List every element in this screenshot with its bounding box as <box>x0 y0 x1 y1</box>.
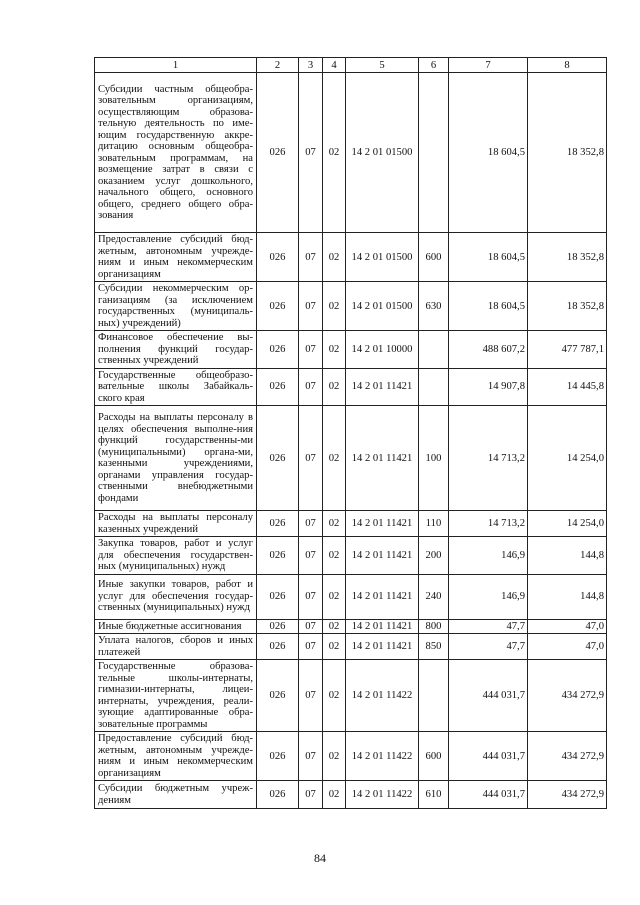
row-name-cell: Закупка товаров, работ и услуг для обеспечения государствен-ных (муниципальных) нужд <box>95 537 257 575</box>
row-name-cell: Государственные образова-тельные школы-интернаты, гимназии-интернаты, лицеи-интернаты, учреждения, реали-зующие адаптированные обра-зовательные программы <box>95 660 257 732</box>
row-ved-cell: 026 <box>257 233 299 282</box>
column-header-3: 3 <box>299 58 323 73</box>
row-name-cell: Предоставление субсидий бюд-жетным, автономным учрежде-ниям и иным некоммерческим организациям <box>95 233 257 282</box>
row-vr-cell <box>419 331 449 369</box>
row-ved-cell: 026 <box>257 781 299 809</box>
row-sum-2023-cell: 488 607,2 <box>449 331 528 369</box>
row-name-cell: Расходы на выплаты персоналу в целях обеспечения выполне-ния функций государственны-ми (муниципальными) органа-ми, казенными учреждениями, органами управления государ-ственными внебюджетными фондами <box>95 406 257 511</box>
row-rz-cell: 07 <box>299 732 323 781</box>
row-sum-2023-cell: 18 604,5 <box>449 282 528 331</box>
row-name-cell: Предоставление субсидий бюд-жетным, автономным учрежде-ниям и иным некоммерческим организациям <box>95 732 257 781</box>
table-row <box>95 781 607 809</box>
row-name-cell: Государственные общеобразо-вательные школы Забайкаль-ского края <box>95 368 257 406</box>
row-name-cell: Субсидии бюджетным учреж-дениям <box>95 781 257 809</box>
row-rz-cell: 07 <box>299 511 323 537</box>
row-pr-cell: 02 <box>323 619 346 634</box>
row-vr-cell: 240 <box>419 574 449 619</box>
row-pr-cell: 02 <box>323 511 346 537</box>
row-vr-cell: 600 <box>419 732 449 781</box>
row-vr-cell <box>419 660 449 732</box>
row-vr-cell: 110 <box>419 511 449 537</box>
row-sum-2024-cell: 14 254,0 <box>528 511 607 537</box>
row-ved-cell: 026 <box>257 406 299 511</box>
row-pr-cell: 02 <box>323 537 346 575</box>
row-pr-cell: 02 <box>323 634 346 660</box>
row-sum-2024-cell: 434 272,9 <box>528 781 607 809</box>
row-sum-2024-cell: 434 272,9 <box>528 660 607 732</box>
row-ved-cell: 026 <box>257 73 299 233</box>
row-pr-cell: 02 <box>323 282 346 331</box>
row-csr-cell: 14 2 01 11422 <box>346 660 419 732</box>
table-row <box>95 634 607 660</box>
column-header-2: 2 <box>257 58 299 73</box>
table-row <box>95 732 607 781</box>
row-ved-cell: 026 <box>257 282 299 331</box>
row-csr-cell: 14 2 01 11421 <box>346 634 419 660</box>
table-row <box>95 233 607 282</box>
column-header-7: 7 <box>449 58 528 73</box>
row-rz-cell: 07 <box>299 282 323 331</box>
row-rz-cell: 07 <box>299 406 323 511</box>
row-vr-cell: 610 <box>419 781 449 809</box>
row-sum-2024-cell: 14 254,0 <box>528 406 607 511</box>
row-sum-2023-cell: 444 031,7 <box>449 660 528 732</box>
row-pr-cell: 02 <box>323 331 346 369</box>
row-name-cell: Иные закупки товаров, работ и услуг для обеспечения государ-ственных (муниципальных) нужд <box>95 574 257 619</box>
table-row <box>95 331 607 369</box>
row-pr-cell: 02 <box>323 660 346 732</box>
row-sum-2024-cell: 18 352,8 <box>528 233 607 282</box>
row-vr-cell <box>419 368 449 406</box>
row-sum-2024-cell: 47,0 <box>528 619 607 634</box>
row-csr-cell: 14 2 01 11421 <box>346 619 419 634</box>
row-rz-cell: 07 <box>299 368 323 406</box>
column-header-4: 4 <box>323 58 346 73</box>
row-sum-2024-cell: 144,8 <box>528 537 607 575</box>
row-sum-2024-cell: 477 787,1 <box>528 331 607 369</box>
row-vr-cell: 100 <box>419 406 449 511</box>
row-rz-cell: 07 <box>299 574 323 619</box>
row-rz-cell: 07 <box>299 634 323 660</box>
row-csr-cell: 14 2 01 11422 <box>346 781 419 809</box>
row-ved-cell: 026 <box>257 634 299 660</box>
row-rz-cell: 07 <box>299 781 323 809</box>
table-row <box>95 73 607 233</box>
row-sum-2023-cell: 444 031,7 <box>449 781 528 809</box>
row-name-cell: Расходы на выплаты персоналу казенных учреждений <box>95 511 257 537</box>
row-rz-cell: 07 <box>299 233 323 282</box>
table-row <box>95 619 607 634</box>
row-csr-cell: 14 2 01 11422 <box>346 732 419 781</box>
row-sum-2023-cell: 146,9 <box>449 537 528 575</box>
row-sum-2023-cell: 444 031,7 <box>449 732 528 781</box>
row-pr-cell: 02 <box>323 781 346 809</box>
row-vr-cell: 850 <box>419 634 449 660</box>
row-name-cell: Субсидии некоммерческим ор-ганизациям (за исключением государственных (муниципаль-ных) учреждений) <box>95 282 257 331</box>
row-ved-cell: 026 <box>257 619 299 634</box>
table-body <box>95 73 607 809</box>
column-header-1: 1 <box>95 58 257 73</box>
row-csr-cell: 14 2 01 11421 <box>346 406 419 511</box>
row-sum-2024-cell: 47,0 <box>528 634 607 660</box>
row-ved-cell: 026 <box>257 660 299 732</box>
table-row <box>95 368 607 406</box>
column-header-8: 8 <box>528 58 607 73</box>
row-ved-cell: 026 <box>257 574 299 619</box>
row-csr-cell: 14 2 01 11421 <box>346 537 419 575</box>
table-row <box>95 660 607 732</box>
budget-table <box>94 57 607 809</box>
row-name-cell: Иные бюджетные ассигнования <box>95 619 257 634</box>
row-name-cell: Финансовое обеспечение вы-полнения функций государ-ственных учреждений <box>95 331 257 369</box>
row-csr-cell: 14 2 01 01500 <box>346 73 419 233</box>
row-pr-cell: 02 <box>323 406 346 511</box>
row-rz-cell: 07 <box>299 619 323 634</box>
row-vr-cell: 630 <box>419 282 449 331</box>
row-ved-cell: 026 <box>257 331 299 369</box>
row-vr-cell <box>419 73 449 233</box>
row-name-cell: Субсидии частным общеобра-зовательным организациям, осуществляющим образова-тельную деятельность по име-ющим государственную аккре-дитацию основным общеобра-зовательным программам, на возмещение затрат в связи с оказанием услуг дошкольного, начального общего, основного общего, среднего общего обра-зования <box>95 73 257 233</box>
row-pr-cell: 02 <box>323 732 346 781</box>
page-number: 84 <box>314 851 326 865</box>
column-header-5: 5 <box>346 58 419 73</box>
row-csr-cell: 14 2 01 01500 <box>346 282 419 331</box>
row-csr-cell: 14 2 01 11421 <box>346 368 419 406</box>
row-vr-cell: 800 <box>419 619 449 634</box>
row-pr-cell: 02 <box>323 233 346 282</box>
row-sum-2024-cell: 18 352,8 <box>528 282 607 331</box>
row-csr-cell: 14 2 01 10000 <box>346 331 419 369</box>
row-ved-cell: 026 <box>257 511 299 537</box>
row-sum-2023-cell: 18 604,5 <box>449 73 528 233</box>
row-ved-cell: 026 <box>257 537 299 575</box>
row-vr-cell: 600 <box>419 233 449 282</box>
row-sum-2024-cell: 434 272,9 <box>528 732 607 781</box>
row-rz-cell: 07 <box>299 537 323 575</box>
row-sum-2023-cell: 146,9 <box>449 574 528 619</box>
row-rz-cell: 07 <box>299 73 323 233</box>
table-header-row <box>95 58 607 73</box>
row-sum-2023-cell: 14 713,2 <box>449 511 528 537</box>
row-pr-cell: 02 <box>323 368 346 406</box>
row-sum-2024-cell: 14 445,8 <box>528 368 607 406</box>
row-name-cell: Уплата налогов, сборов и иных платежей <box>95 634 257 660</box>
row-sum-2023-cell: 18 604,5 <box>449 233 528 282</box>
row-sum-2023-cell: 14 713,2 <box>449 406 528 511</box>
table-row <box>95 282 607 331</box>
table-row <box>95 406 607 511</box>
row-sum-2023-cell: 47,7 <box>449 619 528 634</box>
row-pr-cell: 02 <box>323 574 346 619</box>
row-csr-cell: 14 2 01 11421 <box>346 574 419 619</box>
table-row <box>95 537 607 575</box>
row-ved-cell: 026 <box>257 368 299 406</box>
row-csr-cell: 14 2 01 11421 <box>346 511 419 537</box>
row-sum-2024-cell: 144,8 <box>528 574 607 619</box>
row-pr-cell: 02 <box>323 73 346 233</box>
row-rz-cell: 07 <box>299 331 323 369</box>
row-csr-cell: 14 2 01 01500 <box>346 233 419 282</box>
row-sum-2023-cell: 47,7 <box>449 634 528 660</box>
row-sum-2023-cell: 14 907,8 <box>449 368 528 406</box>
row-rz-cell: 07 <box>299 660 323 732</box>
row-sum-2024-cell: 18 352,8 <box>528 73 607 233</box>
column-header-6: 6 <box>419 58 449 73</box>
table-row <box>95 511 607 537</box>
table-row <box>95 574 607 619</box>
row-ved-cell: 026 <box>257 732 299 781</box>
row-vr-cell: 200 <box>419 537 449 575</box>
